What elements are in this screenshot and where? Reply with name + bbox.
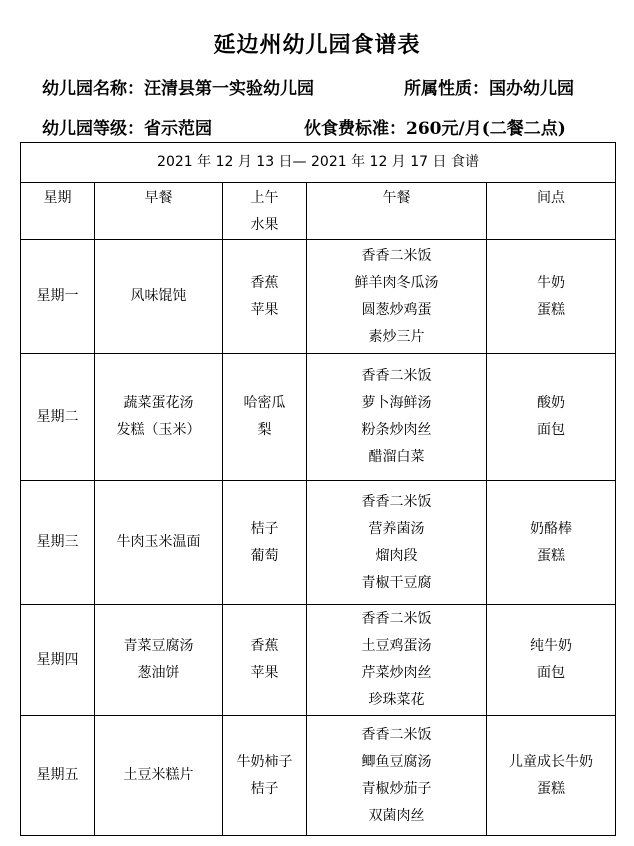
snack-cell [487,354,616,481]
header-fruit-line1: 上午 [250,190,279,206]
lunch-item: 鲜羊肉冬瓜汤 [354,274,439,291]
breakfast-cell [95,354,223,481]
fruit-item: 苹果 [250,301,279,318]
header-snack: 间点 [487,183,616,240]
grade-value: 省示范园 [144,119,212,139]
header-day: 星期 [21,183,95,240]
lunch-item: 鲫鱼豆腐汤 [361,753,432,770]
day-cell: 星期四 [21,605,95,716]
menu-row [21,481,616,605]
snack-item: 面包 [537,665,566,681]
header-lunch: 午餐 [307,183,487,240]
breakfast-cell [95,716,223,836]
breakfast-item: 青菜豆腐汤 [123,638,194,654]
day-cell: 星期三 [21,481,95,605]
lunch-item: 萝卜海鲜汤 [361,395,432,411]
fruit-item: 哈密瓜 [243,395,286,411]
menu-row [21,240,616,354]
breakfast-item: 牛肉玉米温面 [116,534,201,550]
lunch-item: 香香二米饭 [361,726,432,743]
lunch-cell [307,716,487,836]
menu-table [20,142,616,836]
page-title: 延边州幼儿园食谱表 [213,32,421,58]
snack-item: 蛋糕 [537,780,566,797]
lunch-cell [307,481,487,605]
fruit-item: 苹果 [250,665,279,681]
snack-item: 面包 [537,422,566,438]
fruit-item: 葡萄 [250,547,279,564]
fee-label: 伙食费标准： [304,119,406,139]
breakfast-item: 风味馄饨 [130,288,187,304]
name-label: 幼儿园名称： [42,79,144,99]
breakfast-item: 葱油饼 [137,665,180,681]
lunch-item: 醋溜白菜 [368,449,425,465]
fruit-item: 桔子 [250,520,279,537]
kindergarten-nature [404,74,574,99]
fruit-cell [223,354,307,481]
lunch-cell [307,354,487,481]
lunch-item: 素炒三片 [368,328,425,345]
fruit-cell [223,605,307,716]
nature-label: 所属性质： [404,79,489,99]
breakfast-item: 土豆米糕片 [123,767,194,783]
fruit-cell [223,481,307,605]
lunch-item: 圆葱炒鸡蛋 [361,301,432,318]
kindergarten-name [42,74,314,99]
lunch-item: 香香二米饭 [361,247,432,264]
fruit-item: 香蕉 [250,274,279,291]
lunch-item: 青椒炒茄子 [361,780,432,797]
snack-cell [487,481,616,605]
breakfast-cell [95,481,223,605]
lunch-cell [307,240,487,354]
snack-item: 蛋糕 [537,547,566,564]
day-cell: 星期五 [21,716,95,836]
fruit-item: 香蕉 [250,638,279,654]
snack-item: 纯牛奶 [530,638,573,654]
grade-label: 幼儿园等级： [42,119,144,139]
header-fruit [223,183,307,240]
breakfast-item: 蔬菜蛋花汤 [123,395,194,411]
header-row [21,183,616,240]
snack-item: 奶酪棒 [530,520,573,537]
menu-row [21,716,616,836]
snack-cell [487,716,616,836]
day-cell: 星期二 [21,354,95,481]
lunch-item: 香香二米饭 [361,611,432,627]
snack-item: 酸奶 [537,395,566,411]
snack-item: 儿童成长牛奶 [509,753,594,770]
fee-value: 260元/月(二餐二点) [406,119,566,139]
header-breakfast: 早餐 [95,183,223,240]
lunch-item: 珍珠菜花 [368,692,425,708]
fruit-item: 桔子 [250,780,279,797]
lunch-item: 粉条炒肉丝 [361,422,432,438]
snack-cell [487,605,616,716]
lunch-item: 青椒干豆腐 [361,574,432,591]
meal-fee [304,114,566,139]
fruit-cell [223,240,307,354]
header-fruit-line2: 水果 [250,217,279,233]
name-value: 汪清县第一实验幼儿园 [144,79,314,99]
menu-row [21,605,616,716]
breakfast-item: 发糕（玉米） [116,422,201,438]
snack-item: 牛奶 [537,274,566,291]
snack-cell [487,240,616,354]
lunch-item: 营养菌汤 [368,520,425,537]
lunch-item: 土豆鸡蛋汤 [361,638,432,654]
lunch-item: 香香二米饭 [361,368,432,384]
lunch-item: 芹菜炒肉丝 [361,665,432,681]
fruit-cell [223,716,307,836]
breakfast-cell [95,605,223,716]
fruit-item: 梨 [257,422,272,438]
lunch-item: 熘肉段 [375,547,418,564]
menu-row [21,354,616,481]
kindergarten-grade [42,114,212,139]
lunch-cell [307,605,487,716]
lunch-item: 香香二米饭 [361,493,432,510]
menu-period: 2021 年 12 月 13 日— 2021 年 12 月 17 日 食谱 [21,143,616,183]
breakfast-cell [95,240,223,354]
day-cell: 星期一 [21,240,95,354]
lunch-item: 双菌肉丝 [368,807,425,824]
snack-item: 蛋糕 [537,301,566,318]
nature-value: 国办幼儿园 [489,79,574,99]
fruit-item: 牛奶柿子 [236,753,293,770]
